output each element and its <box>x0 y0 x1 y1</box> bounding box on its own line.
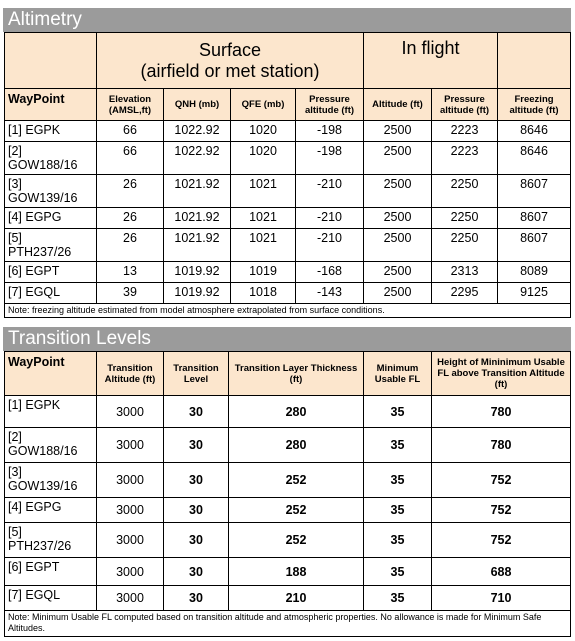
altitude-cell: 2500 <box>364 262 432 283</box>
minimum-usable-fl-cell: 35 <box>364 558 432 586</box>
waypoint-cell <box>5 396 97 428</box>
table-row <box>5 142 571 175</box>
transition-table <box>4 351 571 637</box>
transition-altitude-cell: 3000 <box>97 428 164 463</box>
transition-level-cell: 30 <box>164 586 229 611</box>
freezing-altitude-cell: 8607 <box>498 208 571 229</box>
waypoint-label: [7] EGQL <box>8 588 61 602</box>
altimetry-corner-cell <box>5 33 97 89</box>
waypoint-cell <box>5 208 97 229</box>
altitude-cell: 2500 <box>364 229 432 262</box>
waypoint-label: [6] EGPT <box>8 264 60 278</box>
elevation-cell: 26 <box>97 229 164 262</box>
tcol-transition-altitude: Transition Altitude (ft) <box>97 352 164 396</box>
waypoint-cell <box>5 428 97 463</box>
height-min-fl-cell: 752 <box>432 463 571 498</box>
waypoint-cell <box>5 283 97 304</box>
qfe-cell: 1018 <box>231 283 296 304</box>
waypoint-label: [1] EGPK <box>8 123 61 137</box>
transition-level-cell: 30 <box>164 558 229 586</box>
col-inflight-pressure-altitude: Pressure altitude (ft) <box>432 89 498 121</box>
waypoint-label: [6] EGPT <box>8 560 60 574</box>
table-row <box>5 396 571 428</box>
pressure-altitude-cell: -143 <box>296 283 364 304</box>
altitude-cell: 2500 <box>364 142 432 175</box>
inflight-pressure-altitude-cell: 2250 <box>432 229 498 262</box>
waypoint-label: [5] <box>8 525 22 539</box>
table-row <box>5 121 571 142</box>
waypoint-label: [3] <box>8 465 22 479</box>
transition-level-cell: 30 <box>164 498 229 523</box>
altimetry-table <box>4 32 571 318</box>
tcol-minimum-usable-fl: Minimum Usable FL <box>364 352 432 396</box>
height-min-fl-cell: 688 <box>432 558 571 586</box>
altimetry-title: Altimetry <box>3 8 571 32</box>
col-pressure-altitude: Pressure altitude (ft) <box>296 89 364 121</box>
table-row <box>5 229 571 262</box>
altitude-cell: 2500 <box>364 121 432 142</box>
inflight-pressure-altitude-cell: 2250 <box>432 175 498 208</box>
qfe-cell: 1020 <box>231 142 296 175</box>
table-row <box>5 463 571 498</box>
altimetry-group-header-row <box>5 33 571 89</box>
transition-level-cell: 30 <box>164 523 229 558</box>
freezing-altitude-cell: 8607 <box>498 175 571 208</box>
waypoint-label: [7] EGQL <box>8 285 61 299</box>
waypoint-cell <box>5 142 97 175</box>
table-row <box>5 283 571 304</box>
qfe-cell: 1019 <box>231 262 296 283</box>
altimetry-empty-heading <box>498 33 571 89</box>
elevation-cell: 13 <box>97 262 164 283</box>
transition-note-row <box>5 611 571 637</box>
waypoint-label: [3] <box>8 177 22 191</box>
inflight-pressure-altitude-cell: 2223 <box>432 142 498 175</box>
transition-level-cell: 30 <box>164 396 229 428</box>
elevation-cell: 39 <box>97 283 164 304</box>
altitude-cell: 2500 <box>364 208 432 229</box>
transition-level-cell: 30 <box>164 428 229 463</box>
minimum-usable-fl-cell: 35 <box>364 396 432 428</box>
col-qnh: QNH (mb) <box>164 89 231 121</box>
inflight-pressure-altitude-cell: 2295 <box>432 283 498 304</box>
layer-thickness-cell: 252 <box>229 523 364 558</box>
waypoint-cell <box>5 229 97 262</box>
pressure-altitude-cell: -210 <box>296 229 364 262</box>
pressure-altitude-cell: -210 <box>296 208 364 229</box>
elevation-cell: 26 <box>97 208 164 229</box>
col-elevation: Elevation (AMSL,ft) <box>97 89 164 121</box>
freezing-altitude-cell: 8646 <box>498 142 571 175</box>
freezing-altitude-cell: 8646 <box>498 121 571 142</box>
waypoint-label: [1] EGPK <box>8 398 61 412</box>
waypoint-label-line2: GOW139/16 <box>8 479 78 493</box>
freezing-altitude-cell: 8089 <box>498 262 571 283</box>
height-min-fl-cell: 752 <box>432 523 571 558</box>
minimum-usable-fl-cell: 35 <box>364 428 432 463</box>
layer-thickness-cell: 280 <box>229 428 364 463</box>
transition-title: Transition Levels <box>3 327 571 351</box>
qfe-cell: 1021 <box>231 208 296 229</box>
layer-thickness-cell: 252 <box>229 463 364 498</box>
waypoint-label-line2: PTH237/26 <box>8 245 72 259</box>
transition-altitude-cell: 3000 <box>97 463 164 498</box>
freezing-altitude-cell: 9125 <box>498 283 571 304</box>
height-min-fl-cell: 780 <box>432 396 571 428</box>
waypoint-label-line2: GOW139/16 <box>8 191 78 205</box>
tcol-transition-level: Transition Level <box>164 352 229 396</box>
waypoint-cell <box>5 586 97 611</box>
col-freezing-altitude: Freezing altitude (ft) <box>498 89 571 121</box>
layer-thickness-cell: 188 <box>229 558 364 586</box>
pressure-altitude-cell: -198 <box>296 142 364 175</box>
height-min-fl-cell: 710 <box>432 586 571 611</box>
table-row <box>5 208 571 229</box>
minimum-usable-fl-cell: 35 <box>364 523 432 558</box>
col-waypoint: WayPoint <box>5 89 97 121</box>
tcol-waypoint: WayPoint <box>5 352 97 396</box>
inflight-pressure-altitude-cell: 2250 <box>432 208 498 229</box>
qnh-cell: 1019.92 <box>164 262 231 283</box>
transition-altitude-cell: 3000 <box>97 523 164 558</box>
inflight-pressure-altitude-cell: 2313 <box>432 262 498 283</box>
qfe-cell: 1021 <box>231 175 296 208</box>
surface-heading <box>97 33 364 89</box>
transition-level-cell: 30 <box>164 463 229 498</box>
waypoint-label: [4] EGPG <box>8 210 62 224</box>
qnh-cell: 1022.92 <box>164 142 231 175</box>
table-row <box>5 558 571 586</box>
transition-column-header-row <box>5 352 571 396</box>
waypoint-cell <box>5 175 97 208</box>
col-altitude: Altitude (ft) <box>364 89 432 121</box>
table-row <box>5 523 571 558</box>
col-qfe: QFE (mb) <box>231 89 296 121</box>
layer-thickness-cell: 280 <box>229 396 364 428</box>
height-min-fl-cell: 752 <box>432 498 571 523</box>
waypoint-cell <box>5 558 97 586</box>
transition-altitude-cell: 3000 <box>97 396 164 428</box>
qfe-cell: 1020 <box>231 121 296 142</box>
surface-heading-line2: (airfield or met station) <box>140 60 320 81</box>
pressure-altitude-cell: -210 <box>296 175 364 208</box>
transition-altitude-cell: 3000 <box>97 586 164 611</box>
qnh-cell: 1022.92 <box>164 121 231 142</box>
waypoint-cell <box>5 463 97 498</box>
table-row <box>5 498 571 523</box>
elevation-cell: 66 <box>97 121 164 142</box>
waypoint-label-line2: PTH237/26 <box>8 539 72 553</box>
table-row <box>5 428 571 463</box>
waypoint-cell <box>5 121 97 142</box>
table-row <box>5 586 571 611</box>
table-row <box>5 175 571 208</box>
tcol-layer-thickness: Transition Layer Thickness (ft) <box>229 352 364 396</box>
waypoint-cell <box>5 262 97 283</box>
elevation-cell: 26 <box>97 175 164 208</box>
altimetry-column-header-row <box>5 89 571 121</box>
altitude-cell: 2500 <box>364 175 432 208</box>
qnh-cell: 1021.92 <box>164 208 231 229</box>
altimetry-note-row <box>5 304 571 318</box>
waypoint-label: [4] EGPG <box>8 500 62 514</box>
altimetry-note: Note: freezing altitude estimated from model atmosphere extrapolated from surface conditions. <box>5 304 571 318</box>
table-row <box>5 262 571 283</box>
waypoint-label: [5] <box>8 231 22 245</box>
layer-thickness-cell: 252 <box>229 498 364 523</box>
qfe-cell: 1021 <box>231 229 296 262</box>
waypoint-label: [2] <box>8 144 22 158</box>
waypoint-cell <box>5 523 97 558</box>
transition-note: Note: Minimum Usable FL computed based on transition altitude and atmospheric properties. No allowance is made for Minimum Safe Altitudes. <box>5 611 571 637</box>
elevation-cell: 66 <box>97 142 164 175</box>
qnh-cell: 1019.92 <box>164 283 231 304</box>
waypoint-label: [2] <box>8 430 22 444</box>
inflight-pressure-altitude-cell: 2223 <box>432 121 498 142</box>
qnh-cell: 1021.92 <box>164 229 231 262</box>
pressure-altitude-cell: -198 <box>296 121 364 142</box>
height-min-fl-cell: 780 <box>432 428 571 463</box>
tcol-height-min-fl: Height of Mininimum Usable FL above Transition Altitude (ft) <box>432 352 571 396</box>
minimum-usable-fl-cell: 35 <box>364 498 432 523</box>
minimum-usable-fl-cell: 35 <box>364 586 432 611</box>
altitude-cell: 2500 <box>364 283 432 304</box>
pressure-altitude-cell: -168 <box>296 262 364 283</box>
surface-heading-line1: Surface <box>198 39 262 60</box>
transition-altitude-cell: 3000 <box>97 558 164 586</box>
inflight-heading: In flight <box>364 33 498 89</box>
layer-thickness-cell: 210 <box>229 586 364 611</box>
minimum-usable-fl-cell: 35 <box>364 463 432 498</box>
freezing-altitude-cell: 8607 <box>498 229 571 262</box>
waypoint-cell <box>5 498 97 523</box>
waypoint-label-line2: GOW188/16 <box>8 444 78 458</box>
waypoint-label-line2: GOW188/16 <box>8 158 78 172</box>
qnh-cell: 1021.92 <box>164 175 231 208</box>
transition-altitude-cell: 3000 <box>97 498 164 523</box>
